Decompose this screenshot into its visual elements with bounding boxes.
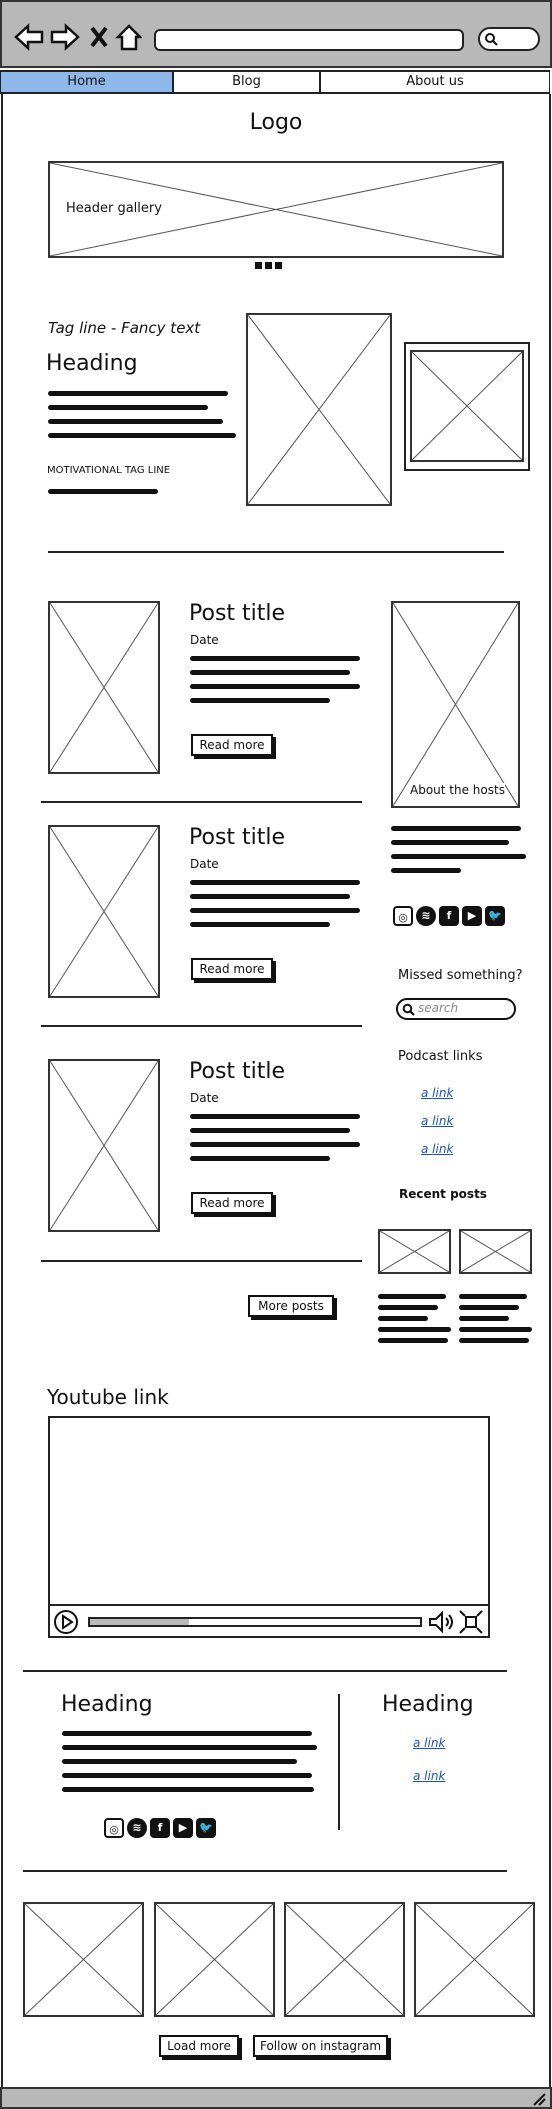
close-icon[interactable]	[92, 28, 106, 46]
youtube-icon[interactable]: ▶	[462, 906, 482, 926]
header-gallery-label: Header gallery	[66, 201, 162, 216]
facebook-icon[interactable]: f	[150, 1818, 170, 1838]
footer-link[interactable]: a link	[413, 1769, 446, 1783]
divider	[23, 1670, 507, 1672]
post-excerpt	[190, 1114, 360, 1170]
about-hosts-label: About the hosts	[410, 783, 505, 797]
hero-image-small	[410, 350, 524, 462]
back-arrow-icon[interactable]	[16, 26, 42, 48]
fullscreen-icon[interactable]	[458, 1609, 484, 1635]
tab-about-us[interactable]: About us	[320, 70, 550, 94]
video-progress-fill	[90, 1619, 189, 1625]
footer-vertical-divider	[338, 1694, 340, 1830]
divider	[48, 551, 504, 553]
footer-link[interactable]: a link	[413, 1736, 446, 1750]
browser-search[interactable]	[478, 27, 540, 51]
divider	[23, 1870, 507, 1872]
instagram-image[interactable]	[284, 1902, 405, 2017]
hero-small-text	[48, 489, 158, 503]
search-icon	[402, 1003, 415, 1016]
instagram-image[interactable]	[23, 1902, 144, 2017]
instagram-image[interactable]	[154, 1902, 275, 2017]
youtube-title: Youtube link	[47, 1385, 169, 1409]
post-thumbnail[interactable]	[48, 1059, 160, 1232]
main-nav-tabs	[0, 70, 550, 94]
follow-instagram-button[interactable]: Follow on instagram	[253, 2035, 388, 2057]
search-placeholder: search	[418, 1001, 459, 1015]
recent-post-excerpt	[378, 1294, 451, 1352]
search-icon	[484, 32, 498, 46]
tab-home[interactable]: Home	[0, 70, 173, 94]
instagram-image[interactable]	[414, 1902, 535, 2017]
resize-grip-icon[interactable]	[532, 2092, 546, 2106]
footer-heading-left: Heading	[61, 1692, 153, 1717]
post-thumbnail[interactable]	[48, 601, 160, 774]
recent-post-thumbnail[interactable]	[378, 1229, 451, 1274]
url-bar[interactable]	[154, 29, 464, 51]
read-more-button[interactable]: Read more	[191, 958, 273, 980]
twitter-icon[interactable]: 🐦	[196, 1818, 216, 1838]
recent-post-thumbnail[interactable]	[459, 1229, 532, 1274]
post-excerpt	[190, 880, 360, 936]
podcast-link[interactable]: a link	[421, 1142, 454, 1156]
forward-arrow-icon[interactable]	[52, 26, 78, 48]
footer-body-text	[62, 1731, 317, 1801]
recent-post-excerpt	[459, 1294, 532, 1352]
more-posts-button[interactable]: More posts	[248, 1295, 334, 1317]
gallery-pager-dots[interactable]	[255, 262, 285, 270]
post-title[interactable]: Post title	[189, 601, 286, 626]
tab-blog[interactable]: Blog	[173, 70, 320, 94]
play-icon[interactable]	[53, 1609, 79, 1635]
post-title[interactable]: Post title	[189, 1059, 286, 1084]
podcast-link[interactable]: a link	[421, 1114, 454, 1128]
hero-tagline: Tag line - Fancy text	[48, 319, 201, 337]
logo[interactable]: Logo	[249, 110, 303, 135]
divider	[41, 1260, 362, 1262]
footer-social-icons	[104, 1818, 216, 1838]
motivational-tagline: MOTIVATIONAL TAG LINE	[47, 465, 171, 476]
browser-status-bar	[0, 2087, 552, 2109]
podcast-links-title: Podcast links	[398, 1049, 483, 1064]
twitter-icon[interactable]: 🐦	[485, 906, 505, 926]
instagram-icon[interactable]: ◎	[104, 1818, 124, 1838]
youtube-icon[interactable]: ▶	[173, 1818, 193, 1838]
about-hosts-image[interactable]	[391, 601, 520, 808]
home-icon[interactable]	[118, 26, 140, 49]
hero-image-large	[246, 313, 392, 506]
browser-nav-icons	[12, 22, 142, 52]
podcast-link[interactable]: a link	[421, 1086, 454, 1100]
header-gallery[interactable]	[48, 161, 504, 258]
volume-icon[interactable]	[428, 1610, 456, 1634]
post-date: Date	[190, 1091, 219, 1105]
footer-heading-right: Heading	[382, 1692, 474, 1717]
spotify-icon[interactable]: ≋	[416, 906, 436, 926]
post-thumbnail[interactable]	[48, 825, 160, 998]
post-date: Date	[190, 857, 219, 871]
read-more-button[interactable]: Read more	[191, 734, 273, 756]
video-progress[interactable]	[88, 1617, 422, 1627]
divider	[41, 1025, 362, 1027]
spotify-icon[interactable]: ≋	[127, 1818, 147, 1838]
hero-heading: Heading	[46, 351, 138, 376]
post-excerpt	[190, 656, 360, 712]
sidebar-social-icons	[393, 906, 505, 926]
post-date: Date	[190, 633, 219, 647]
video-controls	[50, 1604, 488, 1636]
sidebar-search-input[interactable]	[396, 998, 516, 1020]
post-title[interactable]: Post title	[189, 825, 286, 850]
missed-something-title: Missed something?	[398, 968, 523, 983]
facebook-icon[interactable]: f	[439, 906, 459, 926]
read-more-button[interactable]: Read more	[191, 1192, 273, 1214]
instagram-icon[interactable]: ◎	[393, 906, 413, 926]
divider	[41, 801, 362, 803]
hero-body-text	[48, 391, 238, 447]
recent-posts-title: Recent posts	[399, 1187, 487, 1201]
load-more-button[interactable]: Load more	[159, 2035, 239, 2057]
about-hosts-text	[391, 826, 526, 882]
